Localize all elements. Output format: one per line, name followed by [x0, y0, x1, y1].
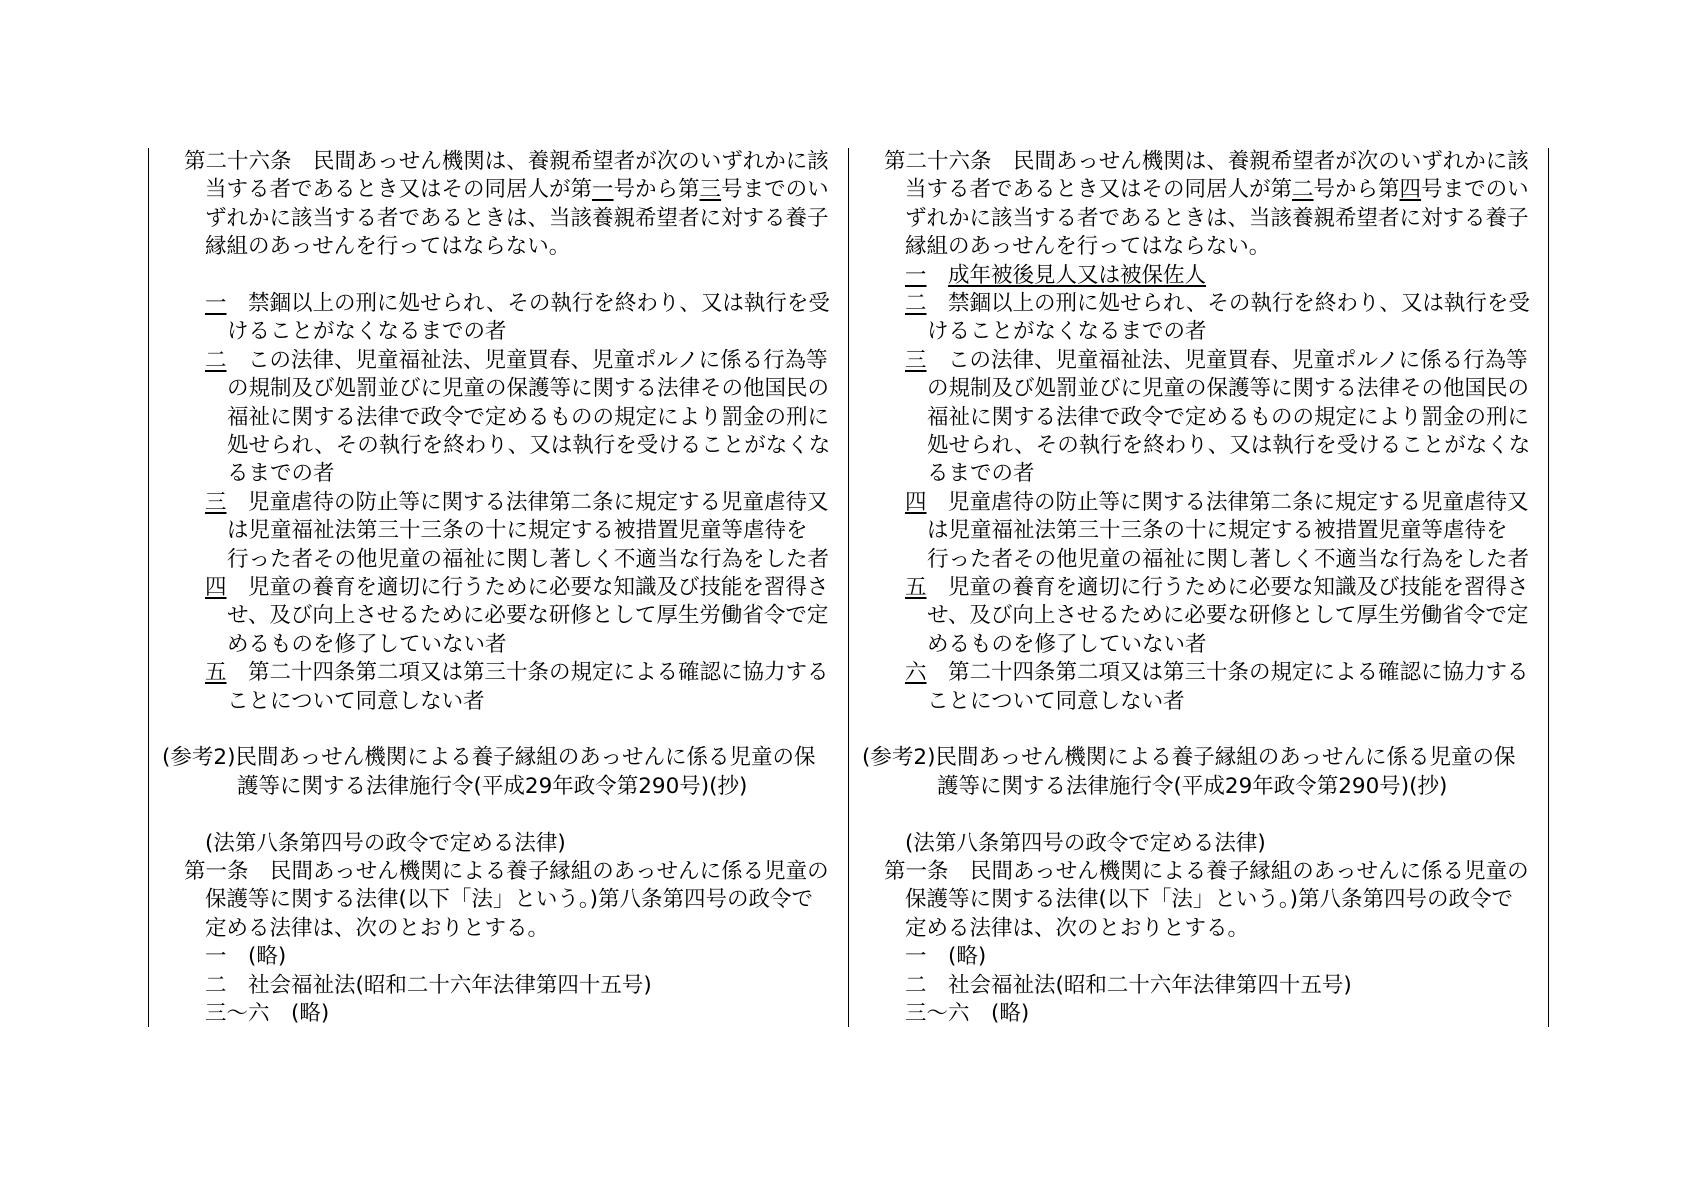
item-text: 児童の養育を適切に行うために必要な知識及び技能を習得さ [248, 575, 829, 600]
item-text: 福祉に関する法律で政令で定めるものの規定により罰金の刑に [927, 404, 1530, 430]
item-text: めるものを修了していない者 [927, 631, 1207, 657]
list-item-line [227, 404, 829, 432]
article-line [905, 176, 1529, 204]
amended-number: 三 [699, 177, 722, 203]
decree-item [205, 1000, 329, 1028]
item-number: 二 [205, 347, 227, 373]
item-text: 児童の養育を適切に行うために必要な知識及び技能を習得さ [948, 575, 1529, 600]
right-border [1548, 148, 1549, 1027]
decree-item [905, 943, 986, 971]
item-number: 六 [905, 660, 927, 686]
list-item-line [227, 432, 830, 460]
item-number: 四 [905, 489, 927, 515]
text-segment: ずれかに該当する者であるときは、当該養親希望者に対する養子 [905, 205, 1529, 231]
reference-text: 護等に関する法律施行令(平成29年政令第290号)(抄) [937, 773, 1448, 799]
decree-item-text: 二 社会福祉法(昭和二十六年法律第四十五号) [205, 972, 652, 998]
amended-number: 一 [592, 177, 614, 203]
list-item-line [227, 631, 507, 659]
list-item-line [927, 631, 1207, 659]
decree-article-text: 保護等に関する法律(以下「法」という。)第八条第四号の政令で [905, 887, 1514, 913]
list-item-line [927, 432, 1530, 460]
decree-item-text: 二 社会福祉法(昭和二十六年法律第四十五号) [905, 972, 1352, 998]
decree-item-text: 三～六 (略) [205, 1001, 330, 1026]
text-segment: 縁組のあっせんを行ってはならない。 [205, 234, 571, 260]
text-segment: 縁組のあっせんを行ってはならない。 [905, 234, 1271, 260]
item-number: 五 [905, 575, 927, 600]
decree-item [905, 1000, 1029, 1028]
decree-article-line [184, 858, 829, 886]
list-item-line [227, 460, 335, 488]
item-text: るまでの者 [927, 461, 1035, 487]
reference-title [937, 773, 1447, 801]
item-number: 四 [205, 575, 227, 600]
text-segment: 第二十六条 民間あっせん機関は、養親希望者が次のいずれかに該 [884, 149, 1529, 174]
item-text: の規制及び処罰並びに児童の保護等に関する法律その他国民の [927, 376, 1530, 402]
decree-article-line [905, 915, 1249, 943]
item-text: 福祉に関する法律で政令で定めるものの規定により罰金の刑に [227, 404, 830, 430]
list-item-line [227, 602, 828, 630]
list-item-line [227, 546, 829, 574]
decree-item [205, 943, 286, 971]
item-text: の規制及び処罰並びに児童の保護等に関する法律その他国民の [227, 376, 830, 402]
item-number: 一 [205, 291, 227, 316]
list-item-line [905, 489, 1529, 517]
item-text: めるものを修了していない者 [227, 631, 507, 657]
item-text: せ、及び向上させるために必要な研修として厚生労働省令で定 [227, 603, 829, 629]
item-text: 処せられ、その執行を終わり、又は執行を受けることがなくな [927, 433, 1531, 458]
item-text: 行った者その他児童の福祉に関し著しく不適当な行為をした者 [927, 546, 1530, 572]
list-item-line [927, 375, 1529, 403]
list-item-line [205, 659, 829, 687]
spacer [927, 490, 949, 515]
item-text: ことについて同意しない者 [227, 688, 485, 714]
item-text: 児童虐待の防止等に関する法律第二条に規定する児童虐待又 [948, 489, 1529, 515]
decree-heading [905, 830, 1266, 858]
decree-item [205, 972, 652, 1000]
item-text: は児童福祉法第三十三条の十に規定する被措置児童等虐待を [927, 518, 1508, 544]
amended-number: 二 [1292, 177, 1314, 203]
reference-title [162, 744, 816, 772]
list-item-line [205, 489, 829, 517]
article-line [884, 148, 1529, 176]
decree-article-line [205, 886, 813, 914]
item-text: けることがなくなるまでの者 [927, 319, 1207, 345]
article-line [905, 233, 1270, 261]
list-item-line [927, 460, 1035, 488]
item-text: 第二十四条第二項又は第三十条の規定による確認に協力する [248, 660, 829, 686]
item-text: 処せられ、その執行を終わり、又は執行を受けることがなくな [227, 433, 831, 458]
spacer [227, 575, 249, 600]
list-item-line [927, 318, 1207, 346]
list-item-line [927, 602, 1528, 630]
item-text: けることがなくなるまでの者 [227, 319, 507, 345]
item-number: 一 [905, 262, 927, 288]
decree-item [905, 972, 1352, 1000]
text-segment: 当する者であるとき又はその同居人が第 [205, 177, 593, 203]
list-item-line [227, 318, 507, 346]
item-text: は児童福祉法第三十三条の十に規定する被措置児童等虐待を [227, 518, 808, 544]
decree-article-text: 第一条 民間あっせん機関による養子縁組のあっせんに係る児童の [884, 859, 1529, 884]
item-text: この法律、児童福祉法、児童買春、児童ポルノに係る行為等 [248, 347, 828, 373]
column-after-amendment [848, 148, 1548, 1028]
decree-article-text: 保護等に関する法律(以下「法」という。)第八条第四号の政令で [205, 887, 814, 913]
article-line [184, 148, 829, 176]
list-item-line [927, 688, 1185, 716]
item-text: ことについて同意しない者 [927, 688, 1185, 714]
list-item-line [205, 574, 829, 602]
text-segment: 号から第 [1313, 177, 1400, 203]
spacer [927, 575, 949, 600]
list-item-line [927, 546, 1529, 574]
item-text: 禁錮以上の刑に処せられ、その執行を終わり、又は執行を受 [948, 291, 1530, 316]
decree-item-text: 三～六 (略) [905, 1001, 1030, 1026]
article-line [905, 205, 1529, 233]
decree-heading-text: (法第八条第四号の政令で定める法律) [205, 830, 566, 856]
list-item-line [227, 688, 485, 716]
list-item-line [205, 290, 830, 318]
spacer [227, 490, 249, 515]
list-item-line [927, 517, 1508, 545]
spacer [927, 348, 949, 373]
item-text: 禁錮以上の刑に処せられ、その執行を終わり、又は執行を受 [248, 291, 830, 316]
item-number: 三 [205, 489, 227, 515]
decree-heading-text: (法第八条第四号の政令で定める法律) [905, 830, 1266, 856]
article-line [205, 205, 829, 233]
decree-item-text: 一 (略) [905, 944, 987, 970]
item-number: 二 [905, 291, 927, 316]
text-segment: ずれかに該当する者であるときは、当該養親希望者に対する養子 [205, 205, 829, 231]
column-before-amendment [148, 148, 848, 1028]
text-segment: 当する者であるとき又はその同居人が第 [905, 177, 1293, 203]
item-text: 行った者その他児童の福祉に関し著しく不適当な行為をした者 [227, 546, 830, 572]
list-item-line [227, 375, 829, 403]
reference-text: 護等に関する法律施行令(平成29年政令第290号)(抄) [237, 773, 748, 799]
text-segment: 号までのい [1421, 177, 1529, 203]
article-line [205, 233, 570, 261]
reference-title [862, 744, 1516, 772]
decree-article-line [205, 915, 549, 943]
spacer [227, 291, 249, 316]
list-item-line [905, 574, 1529, 602]
spacer [927, 263, 949, 288]
decree-article-line [884, 858, 1529, 886]
reference-text: (参考2)民間あっせん機関による養子縁組のあっせんに係る児童の保 [862, 745, 1516, 771]
decree-article-text: 定める法律は、次のとおりとする。 [205, 915, 550, 941]
list-item-line [927, 404, 1529, 432]
decree-article-text: 第一条 民間あっせん機関による養子縁組のあっせんに係る児童の [184, 859, 829, 884]
item-text: この法律、児童福祉法、児童買春、児童ポルノに係る行為等 [948, 347, 1528, 373]
decree-item-text: 一 (略) [205, 944, 287, 970]
item-text: せ、及び向上させるために必要な研修として厚生労働省令で定 [927, 603, 1529, 629]
item-text: 第二十四条第二項又は第三十条の規定による確認に協力する [948, 660, 1529, 686]
list-item-line [905, 347, 1528, 375]
list-item-line [227, 517, 808, 545]
item-text: 児童虐待の防止等に関する法律第二条に規定する児童虐待又 [248, 489, 829, 515]
item-number: 三 [905, 347, 927, 373]
spacer [927, 291, 949, 316]
item-text: るまでの者 [227, 461, 335, 487]
spacer [227, 348, 249, 373]
list-item-line [205, 347, 828, 375]
spacer [227, 660, 249, 685]
reference-text: (参考2)民間あっせん機関による養子縁組のあっせんに係る児童の保 [162, 745, 816, 771]
list-item-line [905, 290, 1530, 318]
decree-article-text: 定める法律は、次のとおりとする。 [905, 915, 1250, 941]
amended-number: 四 [1399, 177, 1422, 203]
text-segment: 第二十六条 民間あっせん機関は、養親希望者が次のいずれかに該 [184, 149, 829, 174]
article-line [205, 176, 829, 204]
reference-title [237, 773, 747, 801]
decree-article-line [905, 886, 1513, 914]
text-segment: 号から第 [613, 177, 700, 203]
spacer [927, 660, 949, 685]
list-item-line [905, 262, 1206, 290]
text-segment: 号までのい [721, 177, 829, 203]
item-number: 五 [205, 660, 227, 686]
item-text: 成年被後見人又は被保佐人 [948, 262, 1207, 288]
list-item-line [905, 659, 1529, 687]
decree-heading [205, 830, 566, 858]
